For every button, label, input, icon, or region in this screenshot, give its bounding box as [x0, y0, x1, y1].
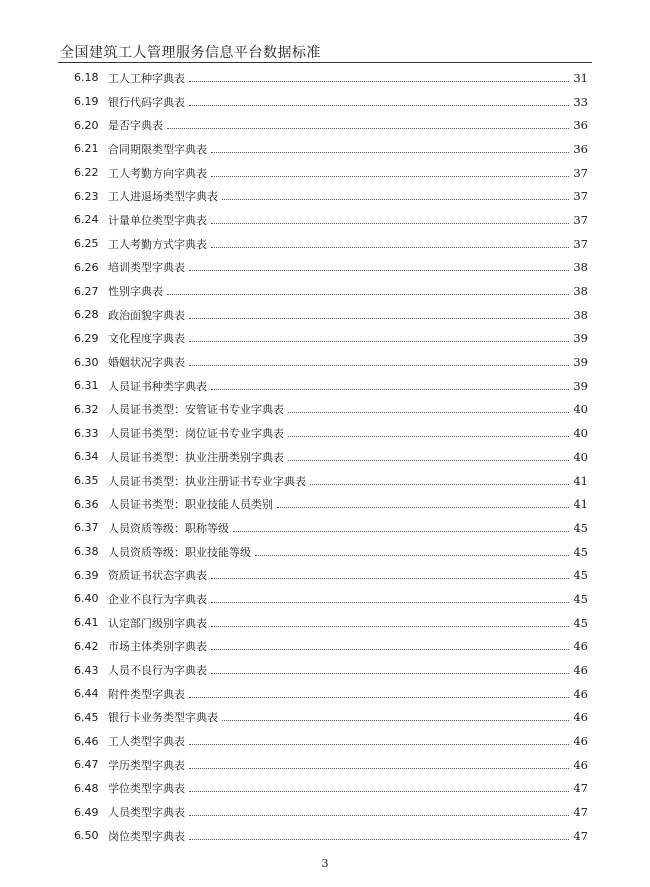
toc-entry-number: 6.33: [74, 426, 99, 440]
toc-dot-leader: [211, 625, 569, 627]
toc-entry-number: 6.20: [74, 118, 99, 132]
toc-entry[interactable]: [74, 706, 588, 730]
toc-entry[interactable]: [74, 682, 588, 706]
toc-entry[interactable]: [74, 303, 588, 327]
toc-entry-page: 37: [573, 189, 588, 204]
toc-entry-number: 6.37: [74, 521, 99, 535]
toc-entry[interactable]: [74, 516, 588, 540]
toc-entry-title: 银行代码字典表: [108, 95, 185, 109]
toc-entry-page: 38: [573, 260, 588, 275]
toc-entry[interactable]: [74, 66, 588, 90]
toc-entry[interactable]: [74, 232, 588, 256]
toc-entry[interactable]: [74, 753, 588, 777]
toc-entry-page: 46: [573, 686, 588, 701]
toc-entry[interactable]: [74, 445, 588, 469]
toc-entry[interactable]: [74, 350, 588, 374]
toc-entry-title: 工人进退场类型字典表: [108, 190, 218, 204]
toc-entry-title: 学位类型字典表: [108, 782, 185, 796]
toc-entry[interactable]: [74, 658, 588, 682]
toc-dot-leader: [310, 483, 569, 485]
toc-entry-title: 岗位类型字典表: [108, 829, 185, 843]
toc-dot-leader: [222, 198, 569, 200]
toc-entry-number: 6.21: [74, 142, 99, 156]
toc-entry-page: 47: [573, 828, 588, 843]
toc-entry-page: 47: [573, 781, 588, 796]
page-number: 3: [321, 857, 329, 870]
toc-entry-title: 合同期限类型字典表: [108, 142, 207, 156]
toc-entry-number: 6.28: [74, 308, 99, 322]
toc-entry-number: 6.36: [74, 497, 99, 511]
toc-entry-number: 6.43: [74, 663, 99, 677]
toc-dot-leader: [211, 246, 569, 248]
toc-entry-number: 6.46: [74, 734, 99, 748]
toc-entry-title: 市场主体类别字典表: [108, 640, 207, 654]
toc-entry-number: 6.18: [74, 71, 99, 85]
toc-entry-title: 计量单位类型字典表: [108, 213, 207, 227]
toc-entry-title: 人员证书类型：职业技能人员类别: [108, 498, 273, 512]
toc-entry-number: 6.44: [74, 687, 99, 701]
toc-dot-leader: [211, 577, 569, 579]
toc-entry-number: 6.30: [74, 355, 99, 369]
toc-entry-title: 人员证书种类字典表: [108, 379, 207, 393]
toc-entry-number: 6.29: [74, 331, 99, 345]
toc-dot-leader: [189, 317, 569, 319]
toc-entry[interactable]: [74, 90, 588, 114]
toc-entry-page: 37: [573, 165, 588, 180]
toc-entry-title: 人员类型字典表: [108, 806, 185, 820]
toc-entry-number: 6.47: [74, 758, 99, 772]
toc-entry-number: 6.22: [74, 166, 99, 180]
toc-dot-leader: [189, 80, 569, 82]
toc-entry[interactable]: [74, 469, 588, 493]
toc-entry-page: 45: [573, 568, 588, 583]
toc-entry-number: 6.19: [74, 95, 99, 109]
toc-entry-number: 6.34: [74, 450, 99, 464]
toc-entry-page: 46: [573, 639, 588, 654]
toc-dot-leader: [255, 554, 569, 556]
toc-entry[interactable]: [74, 540, 588, 564]
toc-entry-number: 6.38: [74, 545, 99, 559]
toc-dot-leader: [189, 814, 569, 816]
toc-dot-leader: [211, 648, 569, 650]
toc-entry[interactable]: [74, 635, 588, 659]
toc-entry-title: 人员证书类型：岗位证书专业字典表: [108, 427, 284, 441]
toc-entry[interactable]: [74, 824, 588, 848]
toc-entry-number: 6.42: [74, 639, 99, 653]
header-rule: [58, 62, 592, 63]
toc-dot-leader: [189, 364, 569, 366]
toc-entry-number: 6.49: [74, 805, 99, 819]
toc-entry-page: 36: [573, 118, 588, 133]
toc-entry-page: 47: [573, 805, 588, 820]
toc-entry-number: 6.32: [74, 402, 99, 416]
toc-entry-title: 工人考勤方向字典表: [108, 166, 207, 180]
toc-entry[interactable]: [74, 563, 588, 587]
toc-entry-page: 39: [573, 331, 588, 346]
toc-entry-title: 人员资质等级：职业技能等级: [108, 545, 251, 559]
toc-entry-page: 31: [573, 70, 588, 85]
toc-entry[interactable]: [74, 327, 588, 351]
toc-entry-page: 39: [573, 355, 588, 370]
toc-entry-page: 40: [573, 426, 588, 441]
toc-entry-page: 40: [573, 402, 588, 417]
toc-dot-leader: [189, 269, 569, 271]
document-header-title: 全国建筑工人管理服务信息平台数据标准: [60, 45, 321, 61]
toc-dot-leader: [189, 767, 569, 769]
toc-entry-page: 40: [573, 449, 588, 464]
toc-entry[interactable]: [74, 279, 588, 303]
toc-entry-title: 附件类型字典表: [108, 687, 185, 701]
toc-entry-page: 39: [573, 378, 588, 393]
toc-dot-leader: [189, 104, 569, 106]
toc-entry-page: 45: [573, 520, 588, 535]
toc-entry-page: 38: [573, 307, 588, 322]
toc-entry[interactable]: [74, 611, 588, 635]
toc-dot-leader: [211, 222, 569, 224]
toc-dot-leader: [211, 672, 569, 674]
toc-entry-number: 6.40: [74, 592, 99, 606]
toc-dot-leader: [211, 388, 569, 390]
toc-entry-title: 婚姻状况字典表: [108, 356, 185, 370]
toc-entry-title: 人员资质等级：职称等级: [108, 521, 229, 535]
toc-entry-number: 6.39: [74, 568, 99, 582]
toc-entry-page: 41: [573, 473, 588, 488]
toc-entry-page: 45: [573, 591, 588, 606]
toc-entry-title: 银行卡业务类型字典表: [108, 711, 218, 725]
toc-entry[interactable]: [74, 492, 588, 516]
toc-entry-number: 6.23: [74, 189, 99, 203]
toc-entry-title: 资质证书状态字典表: [108, 569, 207, 583]
toc-entry-title: 认定部门级别字典表: [108, 616, 207, 630]
toc-dot-leader: [288, 459, 569, 461]
toc-entry-title: 工人类型字典表: [108, 735, 185, 749]
toc-entry-title: 政治面貌字典表: [108, 308, 185, 322]
toc-dot-leader: [222, 719, 569, 721]
toc-dot-leader: [189, 743, 569, 745]
toc-dot-leader: [189, 696, 569, 698]
toc-entry-title: 是否字典表: [108, 119, 163, 133]
toc-dot-leader: [189, 790, 569, 792]
toc-entry[interactable]: [74, 587, 588, 611]
toc-entry-number: 6.48: [74, 781, 99, 795]
toc-entry-number: 6.25: [74, 237, 99, 251]
toc-dot-leader: [211, 151, 569, 153]
toc-dot-leader: [277, 506, 569, 508]
toc-entry[interactable]: [74, 777, 588, 801]
toc-entry-title: 工人考勤方式字典表: [108, 237, 207, 251]
toc-entry-number: 6.50: [74, 829, 99, 843]
toc-dot-leader: [288, 435, 569, 437]
toc-entry-page: 46: [573, 734, 588, 749]
toc-entry-page: 46: [573, 757, 588, 772]
toc-entry[interactable]: [74, 800, 588, 824]
toc-entry-page: 33: [573, 94, 588, 109]
toc-entry-number: 6.24: [74, 213, 99, 227]
toc-entry-page: 46: [573, 663, 588, 678]
toc-entry-title: 企业不良行为字典表: [108, 592, 207, 606]
toc-entry[interactable]: [74, 421, 588, 445]
toc-dot-leader: [167, 127, 569, 129]
toc-entry[interactable]: [74, 398, 588, 422]
toc-entry-title: 人员证书类型：执业注册类别字典表: [108, 450, 284, 464]
toc-entry-title: 文化程度字典表: [108, 332, 185, 346]
toc-dot-leader: [211, 175, 569, 177]
toc-entry[interactable]: [74, 729, 588, 753]
toc-entry-number: 6.27: [74, 284, 99, 298]
toc-entry[interactable]: [74, 137, 588, 161]
toc-entry-page: 37: [573, 212, 588, 227]
toc-dot-leader: [233, 530, 569, 532]
toc-entry-page: 36: [573, 141, 588, 156]
table-of-contents: [74, 66, 588, 848]
toc-entry-title: 性别字典表: [108, 285, 163, 299]
toc-entry-page: 41: [573, 497, 588, 512]
toc-entry-number: 6.26: [74, 260, 99, 274]
toc-entry-number: 6.41: [74, 616, 99, 630]
toc-entry-page: 46: [573, 710, 588, 725]
toc-entry[interactable]: [74, 161, 588, 185]
toc-entry[interactable]: [74, 184, 588, 208]
toc-dot-leader: [288, 411, 569, 413]
toc-entry-title: 人员证书类型：安管证书专业字典表: [108, 403, 284, 417]
toc-entry-title: 人员不良行为字典表: [108, 664, 207, 678]
toc-entry-title: 学历类型字典表: [108, 758, 185, 772]
toc-dot-leader: [189, 340, 569, 342]
toc-entry[interactable]: [74, 374, 588, 398]
toc-dot-leader: [211, 601, 569, 603]
toc-entry-number: 6.31: [74, 379, 99, 393]
toc-entry-page: 45: [573, 544, 588, 559]
toc-entry-page: 37: [573, 236, 588, 251]
toc-dot-leader: [167, 293, 569, 295]
toc-entry[interactable]: [74, 113, 588, 137]
toc-entry-title: 人员证书类型：执业注册证书专业字典表: [108, 474, 306, 488]
toc-entry-title: 工人工种字典表: [108, 71, 185, 85]
toc-entry[interactable]: [74, 208, 588, 232]
toc-entry-number: 6.45: [74, 710, 99, 724]
toc-entry-title: 培训类型字典表: [108, 261, 185, 275]
toc-entry-number: 6.35: [74, 474, 99, 488]
toc-entry-page: 45: [573, 615, 588, 630]
toc-entry-page: 38: [573, 284, 588, 299]
toc-dot-leader: [189, 838, 569, 840]
toc-entry[interactable]: [74, 256, 588, 280]
